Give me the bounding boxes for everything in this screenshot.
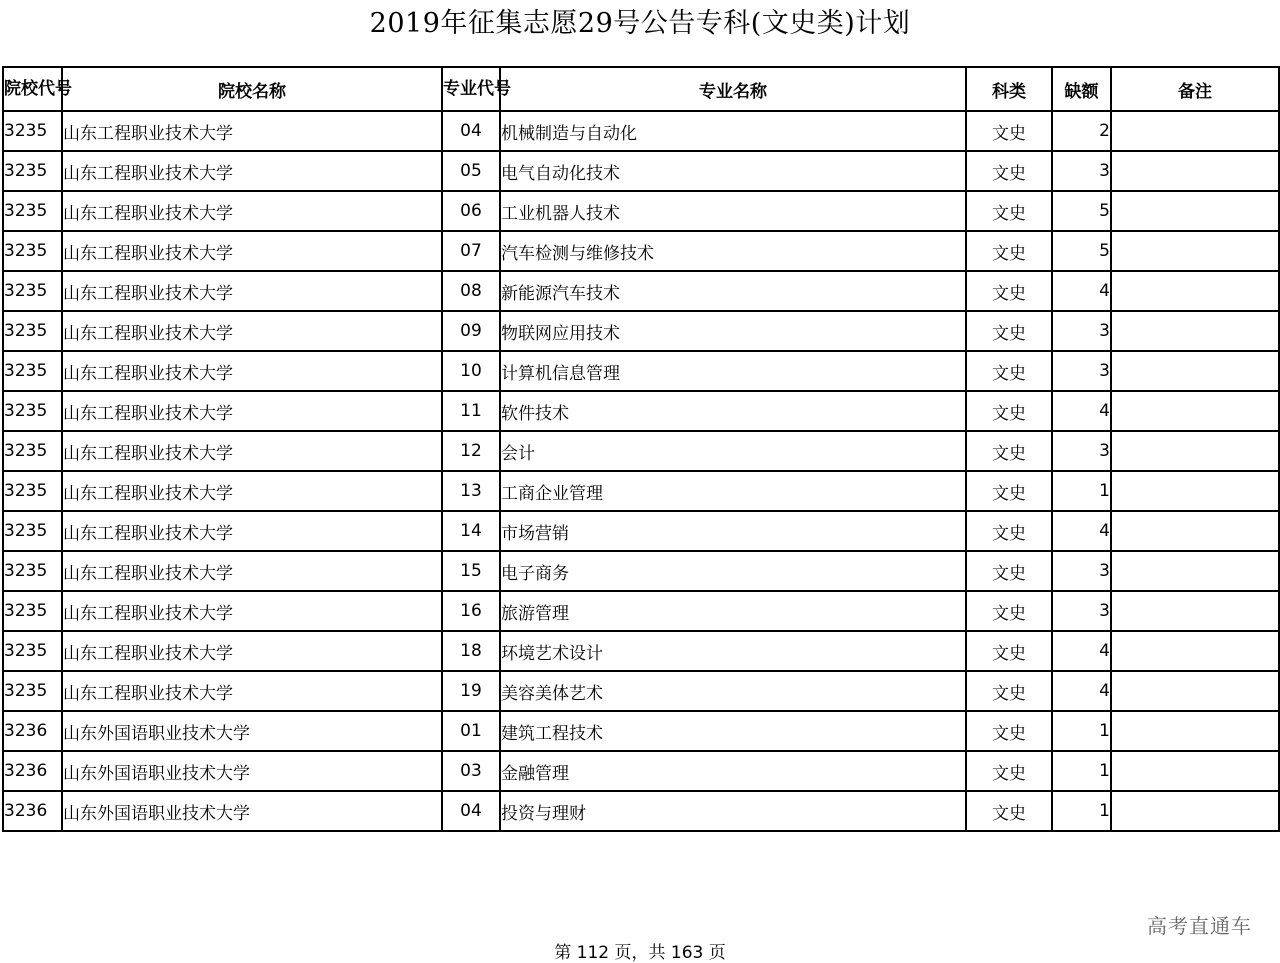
cell-subject: 文史: [966, 511, 1052, 551]
cell-major-code: 07: [442, 231, 500, 271]
cell-vacancy: 1: [1052, 791, 1111, 831]
cell-major-code: 04: [442, 111, 500, 151]
cell-note: [1111, 391, 1279, 431]
header-school-code: 院校代号: [3, 67, 62, 111]
table-row: [3, 351, 1279, 391]
cell-school-name: 山东工程职业技术大学: [62, 111, 442, 151]
cell-note: [1111, 351, 1279, 391]
cell-school-name: 山东工程职业技术大学: [62, 511, 442, 551]
cell-school-code: 3235: [3, 591, 62, 631]
table-row: [3, 431, 1279, 471]
header-major-name: 专业名称: [500, 67, 966, 111]
cell-major-code: 09: [442, 311, 500, 351]
cell-subject: 文史: [966, 351, 1052, 391]
cell-vacancy: 3: [1052, 591, 1111, 631]
cell-major-code: 08: [442, 271, 500, 311]
cell-major-name: 会计: [500, 431, 966, 471]
table-row: [3, 711, 1279, 751]
table-row: [3, 151, 1279, 191]
cell-school-name: 山东工程职业技术大学: [62, 311, 442, 351]
cell-note: [1111, 671, 1279, 711]
header-school-name: 院校名称: [62, 67, 442, 111]
cell-school-code: 3235: [3, 271, 62, 311]
cell-subject: 文史: [966, 311, 1052, 351]
cell-school-name: 山东工程职业技术大学: [62, 471, 442, 511]
cell-note: [1111, 711, 1279, 751]
cell-major-name: 建筑工程技术: [500, 711, 966, 751]
cell-major-name: 新能源汽车技术: [500, 271, 966, 311]
cell-school-code: 3236: [3, 751, 62, 791]
cell-school-code: 3235: [3, 231, 62, 271]
cell-school-name: 山东工程职业技术大学: [62, 671, 442, 711]
cell-note: [1111, 551, 1279, 591]
cell-note: [1111, 511, 1279, 551]
cell-subject: 文史: [966, 711, 1052, 751]
table-row: [3, 311, 1279, 351]
cell-vacancy: 3: [1052, 151, 1111, 191]
cell-subject: 文史: [966, 231, 1052, 271]
header-note: 备注: [1111, 67, 1279, 111]
cell-school-code: 3235: [3, 431, 62, 471]
cell-major-name: 工商企业管理: [500, 471, 966, 511]
cell-major-name: 机械制造与自动化: [500, 111, 966, 151]
cell-major-name: 软件技术: [500, 391, 966, 431]
cell-major-code: 05: [442, 151, 500, 191]
cell-subject: 文史: [966, 671, 1052, 711]
cell-note: [1111, 591, 1279, 631]
table-header-row: [3, 67, 1279, 111]
cell-subject: 文史: [966, 591, 1052, 631]
cell-major-name: 市场营销: [500, 511, 966, 551]
cell-subject: 文史: [966, 471, 1052, 511]
cell-major-name: 电气自动化技术: [500, 151, 966, 191]
cell-school-name: 山东外国语职业技术大学: [62, 751, 442, 791]
cell-note: [1111, 791, 1279, 831]
cell-vacancy: 3: [1052, 431, 1111, 471]
cell-vacancy: 1: [1052, 711, 1111, 751]
cell-vacancy: 3: [1052, 311, 1111, 351]
cell-vacancy: 4: [1052, 631, 1111, 671]
cell-major-code: 14: [442, 511, 500, 551]
cell-vacancy: 1: [1052, 471, 1111, 511]
table-row: [3, 271, 1279, 311]
cell-note: [1111, 631, 1279, 671]
cell-vacancy: 4: [1052, 271, 1111, 311]
cell-note: [1111, 431, 1279, 471]
table-row: [3, 631, 1279, 671]
table-row: [3, 511, 1279, 551]
cell-subject: 文史: [966, 271, 1052, 311]
cell-major-code: 18: [442, 631, 500, 671]
page-footer: 第 112 页，共 163 页: [554, 943, 726, 963]
cell-vacancy: 4: [1052, 511, 1111, 551]
cell-vacancy: 5: [1052, 191, 1111, 231]
cell-school-name: 山东工程职业技术大学: [62, 631, 442, 671]
table-row: [3, 471, 1279, 511]
cell-school-code: 3235: [3, 111, 62, 151]
cell-major-code: 19: [442, 671, 500, 711]
cell-subject: 文史: [966, 111, 1052, 151]
cell-school-name: 山东外国语职业技术大学: [62, 791, 442, 831]
table-row: [3, 391, 1279, 431]
cell-school-name: 山东工程职业技术大学: [62, 191, 442, 231]
cell-vacancy: 1: [1052, 751, 1111, 791]
cell-note: [1111, 751, 1279, 791]
cell-school-name: 山东工程职业技术大学: [62, 271, 442, 311]
cell-note: [1111, 111, 1279, 151]
cell-vacancy: 3: [1052, 551, 1111, 591]
cell-subject: 文史: [966, 791, 1052, 831]
cell-major-code: 13: [442, 471, 500, 511]
cell-school-code: 3236: [3, 711, 62, 751]
cell-school-code: 3236: [3, 791, 62, 831]
cell-major-name: 美容美体艺术: [500, 671, 966, 711]
cell-major-code: 12: [442, 431, 500, 471]
cell-major-code: 16: [442, 591, 500, 631]
cell-school-code: 3235: [3, 631, 62, 671]
header-major-code: 专业代号: [442, 67, 500, 111]
header-subject: 科类: [966, 67, 1052, 111]
table-row: [3, 671, 1279, 711]
cell-note: [1111, 231, 1279, 271]
cell-school-name: 山东工程职业技术大学: [62, 591, 442, 631]
cell-school-name: 山东工程职业技术大学: [62, 231, 442, 271]
cell-major-code: 11: [442, 391, 500, 431]
cell-note: [1111, 471, 1279, 511]
watermark: 高考直通车: [1147, 914, 1252, 938]
cell-school-name: 山东工程职业技术大学: [62, 391, 442, 431]
cell-major-name: 计算机信息管理: [500, 351, 966, 391]
cell-school-code: 3235: [3, 511, 62, 551]
cell-school-code: 3235: [3, 351, 62, 391]
table-row: [3, 791, 1279, 831]
table-row: [3, 551, 1279, 591]
cell-school-code: 3235: [3, 671, 62, 711]
cell-major-name: 工业机器人技术: [500, 191, 966, 231]
cell-note: [1111, 191, 1279, 231]
header-vacancy: 缺额: [1052, 67, 1111, 111]
cell-major-name: 旅游管理: [500, 591, 966, 631]
cell-major-code: 01: [442, 711, 500, 751]
page-title: 2019年征集志愿29号公告专科(文史类)计划: [369, 8, 911, 39]
cell-vacancy: 5: [1052, 231, 1111, 271]
table-row: [3, 191, 1279, 231]
cell-school-name: 山东工程职业技术大学: [62, 151, 442, 191]
cell-school-code: 3235: [3, 391, 62, 431]
cell-major-code: 03: [442, 751, 500, 791]
cell-subject: 文史: [966, 191, 1052, 231]
cell-major-name: 汽车检测与维修技术: [500, 231, 966, 271]
cell-major-name: 投资与理财: [500, 791, 966, 831]
cell-major-name: 物联网应用技术: [500, 311, 966, 351]
cell-subject: 文史: [966, 151, 1052, 191]
table-body: [3, 111, 1279, 831]
cell-subject: 文史: [966, 631, 1052, 671]
cell-subject: 文史: [966, 551, 1052, 591]
cell-school-code: 3235: [3, 551, 62, 591]
cell-subject: 文史: [966, 751, 1052, 791]
plan-table: [2, 66, 1280, 832]
cell-vacancy: 3: [1052, 351, 1111, 391]
cell-major-name: 电子商务: [500, 551, 966, 591]
cell-school-name: 山东工程职业技术大学: [62, 551, 442, 591]
cell-major-code: 15: [442, 551, 500, 591]
cell-vacancy: 4: [1052, 391, 1111, 431]
table-row: [3, 231, 1279, 271]
cell-note: [1111, 311, 1279, 351]
cell-school-name: 山东外国语职业技术大学: [62, 711, 442, 751]
cell-note: [1111, 271, 1279, 311]
cell-major-code: 04: [442, 791, 500, 831]
cell-school-name: 山东工程职业技术大学: [62, 351, 442, 391]
cell-school-code: 3235: [3, 191, 62, 231]
cell-subject: 文史: [966, 391, 1052, 431]
table-row: [3, 591, 1279, 631]
cell-major-code: 06: [442, 191, 500, 231]
cell-school-code: 3235: [3, 471, 62, 511]
cell-major-name: 金融管理: [500, 751, 966, 791]
cell-school-name: 山东工程职业技术大学: [62, 431, 442, 471]
cell-note: [1111, 151, 1279, 191]
cell-school-code: 3235: [3, 311, 62, 351]
cell-major-code: 10: [442, 351, 500, 391]
cell-major-name: 环境艺术设计: [500, 631, 966, 671]
cell-vacancy: 2: [1052, 111, 1111, 151]
cell-school-code: 3235: [3, 151, 62, 191]
cell-subject: 文史: [966, 431, 1052, 471]
table-row: [3, 751, 1279, 791]
cell-vacancy: 4: [1052, 671, 1111, 711]
table-row: [3, 111, 1279, 151]
